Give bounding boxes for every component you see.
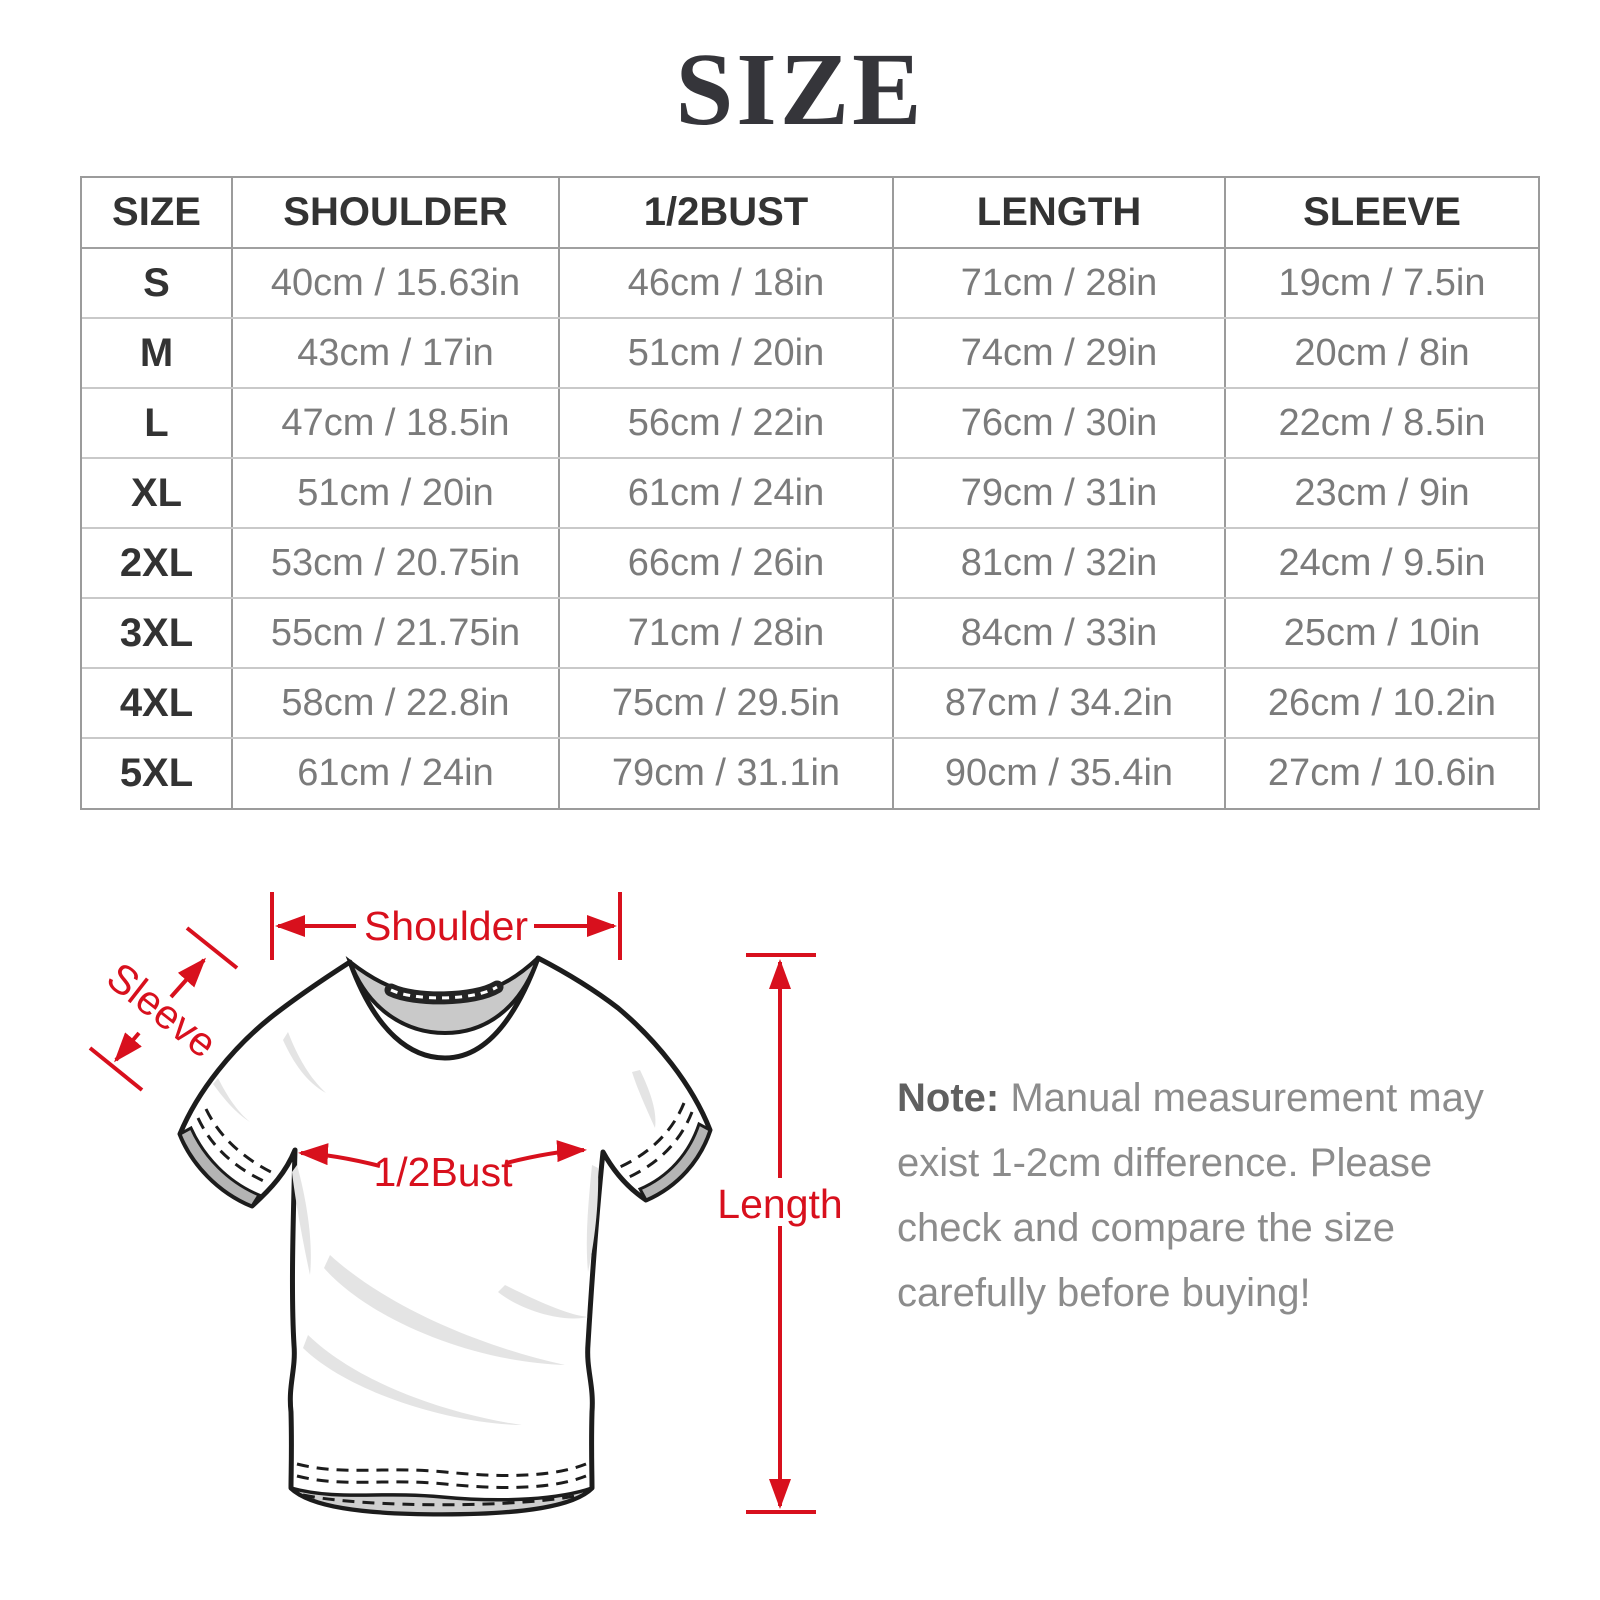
column-header: 1/2BUST [559,178,893,248]
measurement-cell: 24cm / 9.5in [1225,528,1538,598]
table-row [82,388,1538,458]
length-dimension [717,955,842,1512]
size-table-header [82,178,1538,248]
shoulder-label: Shoulder [363,903,529,949]
page-title: SIZE [675,32,925,147]
bust-label: 1/2Bust [373,1149,513,1195]
sleeve-tick-top [187,928,237,968]
measurement-cell: 51cm / 20in [559,318,893,388]
measurement-cell: 79cm / 31in [893,458,1225,528]
length-label: Length [717,1181,843,1227]
measurement-cell: 46cm / 18in [559,248,893,318]
measurement-cell: 19cm / 7.5in [1225,248,1538,318]
size-cell: 5XL [82,738,232,808]
table-row [82,528,1538,598]
measurement-cell: 76cm / 30in [893,388,1225,458]
sleeve-tick-bottom [90,1048,142,1090]
measurement-cell: 22cm / 8.5in [1225,388,1538,458]
measurement-cell: 61cm / 24in [559,458,893,528]
measurement-cell: 71cm / 28in [559,598,893,668]
measurement-cell: 58cm / 22.8in [232,668,559,738]
note-text: Manual measurement may exist 1-2cm difference. Please check and compare the size carefully before buying! [897,1076,1484,1315]
sleeve-arrow-bottom [116,1033,139,1060]
column-header: SHOULDER [232,178,559,248]
measurement-cell: 43cm / 17in [232,318,559,388]
size-cell: L [82,388,232,458]
measurement-cell: 47cm / 18.5in [232,388,559,458]
table-row [82,738,1538,808]
measurement-cell: 71cm / 28in [893,248,1225,318]
measurement-cell: 27cm / 10.6in [1267,752,1497,794]
note-prefix: Note: [897,1076,1000,1120]
size-cell: S [82,248,232,318]
measurement-cell: 23cm / 9in [1225,458,1538,528]
measurement-cell: 20cm / 8in [1225,318,1538,388]
size-cell: M [82,318,232,388]
measurement-cell: 81cm / 32in [893,528,1225,598]
size-table-wrapper [80,176,1540,810]
measurement-note [897,1066,1497,1326]
tshirt-measurement-diagram [60,850,940,1600]
sleeve-dimension [90,928,237,1090]
size-cell: 3XL [82,598,232,668]
measurement-cell: 25cm / 10in [1225,598,1538,668]
column-header: LENGTH [893,178,1225,248]
measurement-cell: 74cm / 29in [893,318,1225,388]
measurement-cell: 61cm / 24in [232,738,559,808]
size-table-body [82,248,1538,808]
tshirt-outline [180,958,710,1514]
size-cell: 2XL [82,528,232,598]
table-row [82,668,1538,738]
measurement-cell: 40cm / 15.63in [232,248,559,318]
measurement-cell: 66cm / 26in [559,528,893,598]
measurement-cell: 79cm / 31.1in [559,738,893,808]
measurement-cell: 56cm / 22in [559,388,893,458]
measurement-cell: 75cm / 29.5in [559,668,893,738]
column-header: SLEEVE [1225,178,1538,248]
measurement-cell: 51cm / 20in [232,458,559,528]
measurement-cell: 26cm / 10.2in [1225,668,1538,738]
table-row [82,458,1538,528]
measurement-cell: 84cm / 33in [893,598,1225,668]
measurement-cell: 55cm / 21.75in [232,598,559,668]
table-row [82,248,1538,318]
table-row [82,318,1538,388]
table-row [82,598,1538,668]
measurement-cell: 90cm / 35.4in [893,738,1225,808]
column-header: SIZE [82,178,232,248]
sleeve-label: Sleeve [98,953,226,1067]
header-row [82,178,1538,248]
measurement-cell: 87cm / 34.2in [893,668,1225,738]
measurement-cell: 53cm / 20.75in [232,528,559,598]
size-cell: XL [82,458,232,528]
shoulder-dimension [272,892,620,960]
size-cell: 4XL [82,668,232,738]
size-table [82,178,1538,808]
